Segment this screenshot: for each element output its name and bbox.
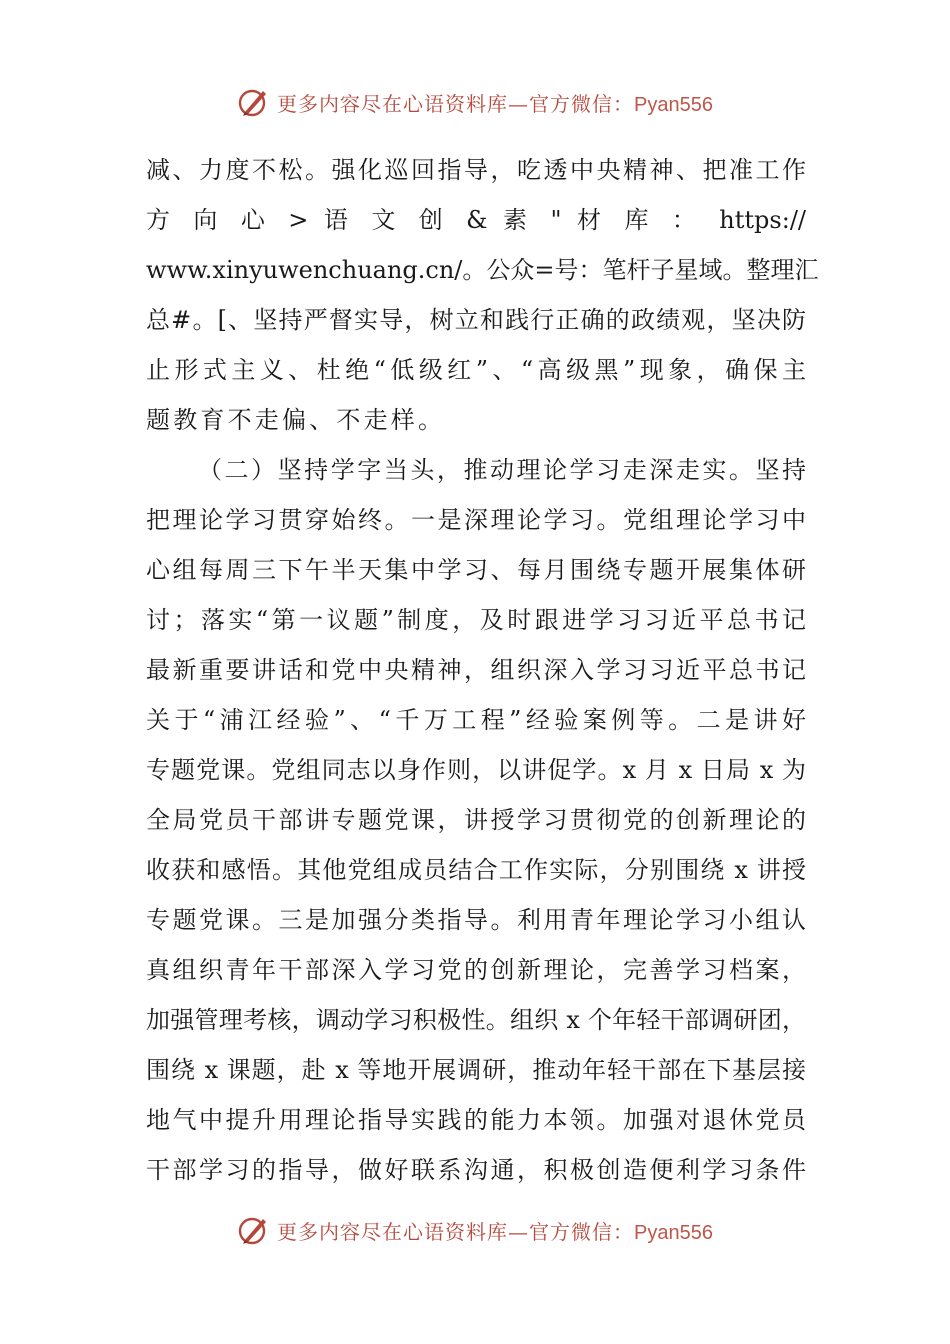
body-line: 题教育不走偏、不走样。 <box>146 406 446 434</box>
body-line: 地气中提升用理论指导实践的能力本领。加强对退休党员 <box>146 1106 806 1134</box>
body-line: 方 向 心 > 语 文 创 & 素 " 材 库 ： https:// <box>146 206 806 234</box>
body-line: 收获和感悟。其他党组成员结合工作实际，分别围绕 x 讲授 <box>146 856 806 884</box>
body-line: 最新重要讲话和党中央精神，组织深入学习习近平总书记 <box>146 656 806 684</box>
body-line: 把理论学习贯穿始终。一是深理论学习。党组理论学习中 <box>146 506 806 534</box>
body-line: www.xinyuwenchuang.cn/。公众=号：笔杆子星域。整理汇 <box>146 256 819 284</box>
body-line: 全局党员干部讲专题党课，讲授学习贯彻党的创新理论的 <box>146 806 806 834</box>
body-line: 加强管理考核，调动学习积极性。组织 x 个年轻干部调研团， <box>146 1006 806 1034</box>
body-line: 干部学习的指导，做好联系沟通，积极创造便利学习条件 <box>146 1156 806 1184</box>
body-line: 总#。[、坚持严督实导，树立和践行正确的政绩观，坚决防 <box>146 306 806 334</box>
pen-logo-icon <box>237 1213 271 1247</box>
footer-banner <box>0 1208 950 1252</box>
footer-banner-text: 更多内容尽在心语资料库—官方微信：Pyan556 <box>277 1219 713 1244</box>
document-body <box>146 145 819 1195</box>
body-line: 减、力度不松。强化巡回指导，吃透中央精神、把准工作 <box>146 156 806 184</box>
footer-wechat-id: Pyan556 <box>634 1221 713 1244</box>
header-banner <box>0 80 950 124</box>
body-line: 专题党课。三是加强分类指导。利用青年理论学习小组认 <box>146 906 806 934</box>
header-banner-text: 更多内容尽在心语资料库—官方微信：Pyan556 <box>277 91 713 116</box>
body-line: 真组织青年干部深入学习党的创新理论，完善学习档案， <box>146 956 806 984</box>
body-line: 围绕 x 课题，赴 x 等地开展调研，推动年轻干部在下基层接 <box>146 1056 806 1084</box>
pen-logo-icon <box>237 85 271 119</box>
body-line: 讨；落实“第一议题”制度，及时跟进学习习近平总书记 <box>146 606 806 634</box>
body-line: 心组每周三下午半天集中学习、每月围绕专题开展集体研 <box>146 556 806 584</box>
body-line: 止形式主义、杜绝“低级红”、“高级黑”现象，确保主 <box>146 356 806 384</box>
header-wechat-id: Pyan556 <box>634 93 713 116</box>
body-line: 专题党课。党组同志以身作则，以讲促学。x 月 x 日局 x 为 <box>146 756 806 784</box>
section-heading-line: （二）坚持学字当头，推动理论学习走深走实。坚持 <box>198 456 806 484</box>
body-line: 关于“浦江经验”、“千万工程”经验案例等。二是讲好 <box>146 706 806 734</box>
